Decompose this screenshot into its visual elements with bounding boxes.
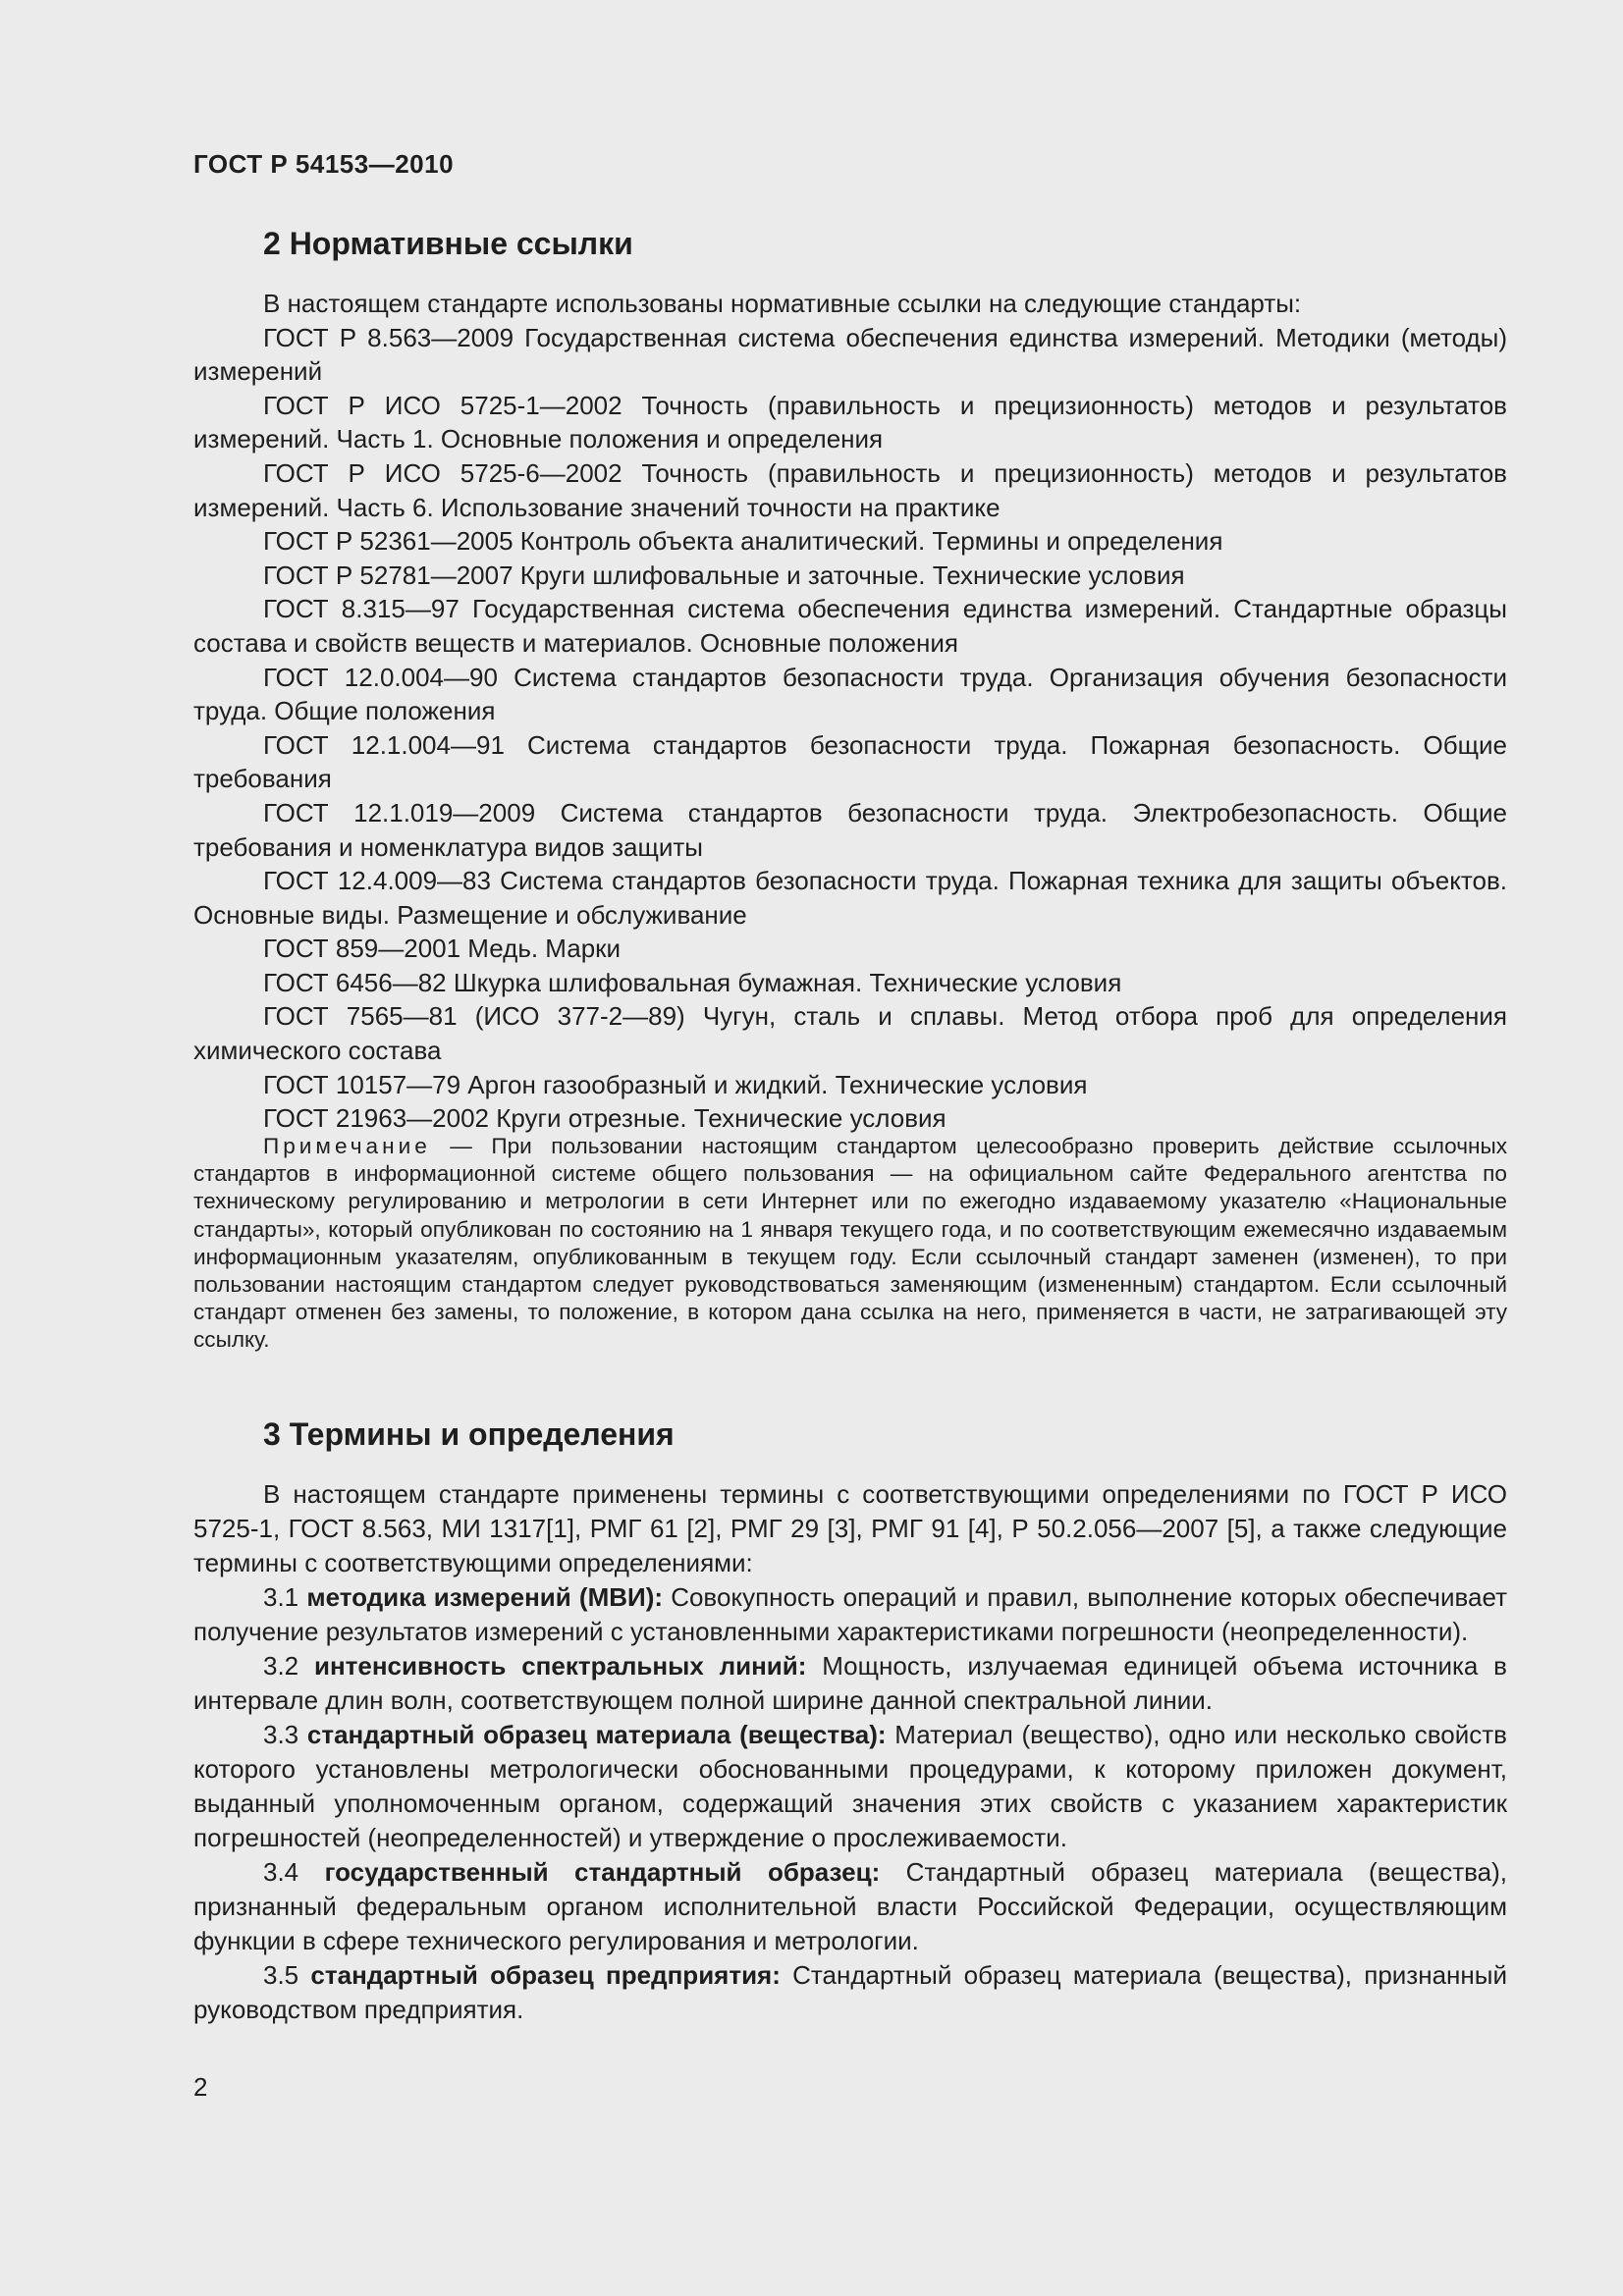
reference-item: ГОСТ Р 8.563—2009 Государственная система обеспечения единства измерений. Методики (методы) измерений xyxy=(193,322,1507,387)
term-number: 3.5 xyxy=(263,1960,299,1990)
term-text: Мощность, излучаемая единицей объема источника в интервале длин волн, соответствующем полной ширине данной спектральной линии. xyxy=(193,1651,1507,1715)
term-text: Совокупность операций и правил, выполнение которых обеспечивает получение результатов измерений с установленными характеристиками погрешности (неопределенности). xyxy=(193,1582,1507,1646)
term-name: интенсивность спектральных линий: xyxy=(313,1651,807,1681)
term-number: 3.4 xyxy=(263,1857,299,1887)
term-number: 3.3 xyxy=(263,1720,299,1749)
section-3-intro: В настоящем стандарте применены термины с соответствующими определениями по ГОСТ Р ИСО 5725-1, ГОСТ 8.563, МИ 1317[1], РМГ 61 [2], РМГ 29 [3], РМГ 91 [4], Р 50.2.056—2007 [5], а также следующие термины с соответствующими определениями: xyxy=(193,1479,1507,1577)
reference-item: ГОСТ 12.1.004—91 Система стандартов безопасности труда. Пожарная безопасность. Общие требования xyxy=(193,729,1507,794)
term-name: методика измерений (МВИ): xyxy=(306,1582,664,1612)
term-definition xyxy=(193,1855,1507,1958)
note-paragraph xyxy=(193,1133,1507,1355)
term-definition xyxy=(193,1649,1507,1718)
reference-item: ГОСТ 12.0.004—90 Система стандартов безопасности труда. Организация обучения безопасности труда. Общие положения xyxy=(193,662,1507,726)
reference-item: ГОСТ 7565—81 (ИСО 377-2—89) Чугун, сталь и сплавы. Метод отбора проб для определения химического состава xyxy=(193,1001,1507,1066)
reference-item: ГОСТ 12.4.009—83 Система стандартов безопасности труда. Пожарная техника для защиты объектов. Основные виды. Размещение и обслуживание xyxy=(193,866,1507,930)
section-2-title: 2 Нормативные ссылки xyxy=(263,226,633,261)
reference-item: ГОСТ 10157—79 Аргон газообразный и жидкий. Технические условия xyxy=(263,1069,1088,1099)
term-name: государственный стандартный образец: xyxy=(324,1857,881,1887)
section-2-body xyxy=(193,287,1507,1136)
term-definition xyxy=(193,1958,1507,2027)
section-3-body xyxy=(193,1477,1507,2027)
reference-item: ГОСТ Р 52781—2007 Круги шлифовальные и заточные. Технические условия xyxy=(263,560,1185,590)
document-header: ГОСТ Р 54153—2010 xyxy=(193,149,455,179)
term-name: стандартный образец материала (вещества): xyxy=(306,1720,887,1749)
term-definition xyxy=(193,1580,1507,1649)
reference-item: ГОСТ Р 52361—2005 Контроль объекта аналитический. Термины и определения xyxy=(263,526,1223,557)
term-definition xyxy=(193,1718,1507,1855)
term-number: 3.1 xyxy=(263,1582,299,1612)
term-text: Материал (вещество), одно или несколько свойств которого установлены метрологически обоснованными процедурами, к которому приложен документ, выданный уполномоченным органом, содержащий значения этих свойств с указанием характеристик погрешностей (неопределенностей) и утверждение о прослеживаемости. xyxy=(193,1720,1507,1852)
reference-item: ГОСТ 21963—2002 Круги отрезные. Технические условия xyxy=(263,1103,947,1134)
term-name: стандартный образец предприятия: xyxy=(310,1960,781,1990)
section-3-title: 3 Термины и определения xyxy=(263,1416,675,1452)
note-text: — При пользовании настоящим стандартом целесообразно проверить действие ссылочных стандартов в информационной системе общего пользования — на официальном сайте Федерального агентства по техническому регулированию и метрологии в сети Интернет или по ежегодно издаваемому указателю «Национальные стандарты», который опубликован по состоянию на 1 января текущего года, и по соответствующим ежемесячно издаваемым информационным указателям, опубликованным в текущем году. Если ссылочный стандарт заменен (изменен), то при пользовании настоящим стандартом следует руководствоваться заменяющим (измененным) стандартом. Если ссылочный стандарт отменен без замены, то положение, в котором дана ссылка на него, применяется в части, не затрагивающей эту ссылку. xyxy=(193,1134,1507,1353)
reference-item: ГОСТ 859—2001 Медь. Марки xyxy=(263,934,622,964)
term-number: 3.2 xyxy=(263,1651,299,1681)
term-text: Стандартный образец материала (вещества), признанный федеральным органом исполнительной власти Российской Федерации, осуществляющим функции в сфере технического регулирования и метрологии. xyxy=(193,1857,1507,1955)
note-label: Примечание xyxy=(263,1134,431,1158)
reference-item: ГОСТ Р ИСО 5725-6—2002 Точность (правильность и прецизионность) методов и результатов измерений. Часть 6. Использование значений точности на практике xyxy=(193,457,1507,522)
reference-item: ГОСТ 6456—82 Шкурка шлифовальная бумажная. Технические условия xyxy=(263,967,1122,997)
reference-item: ГОСТ Р ИСО 5725-1—2002 Точность (правильность и прецизионность) методов и результатов измерений. Часть 1. Основные положения и определения xyxy=(193,390,1507,454)
reference-item: ГОСТ 8.315—97 Государственная система обеспечения единства измерений. Стандартные образцы состава и свойств веществ и материалов. Основные положения xyxy=(193,594,1507,658)
term-text: Стандартный образец материала (вещества), признанный руководством предприятия. xyxy=(193,1960,1507,2024)
reference-item: ГОСТ 12.1.019—2009 Система стандартов безопасности труда. Электробезопасность. Общие требования и номенклатура видов защиты xyxy=(193,797,1507,862)
page-number: 2 xyxy=(193,2072,208,2102)
section-2-intro: В настоящем стандарте использованы нормативные ссылки на следующие стандарты: xyxy=(263,289,1302,318)
